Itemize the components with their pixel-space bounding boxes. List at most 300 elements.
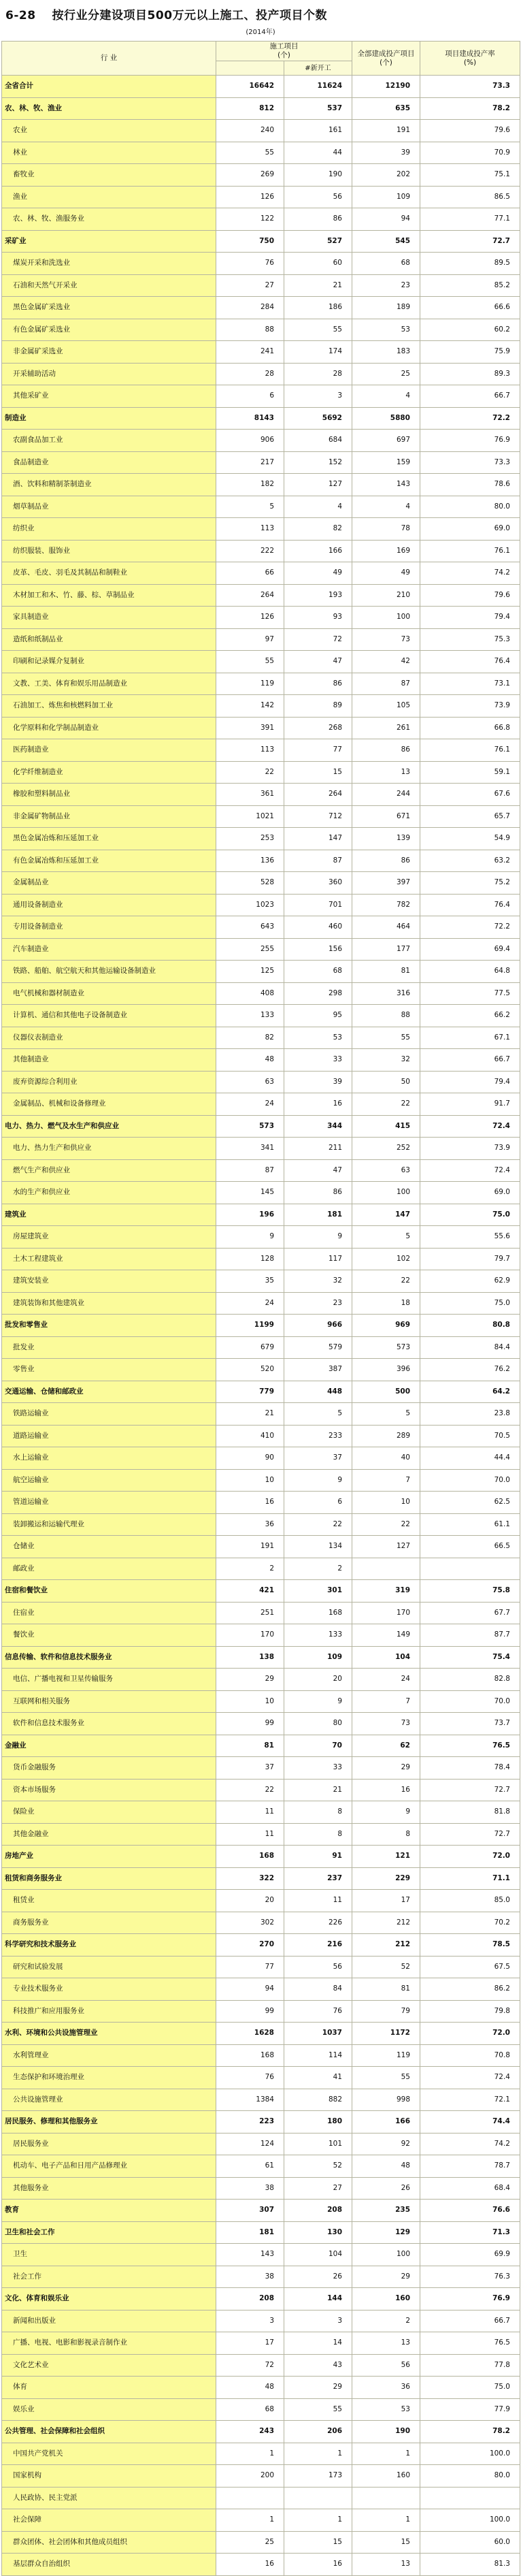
new-start-count-cell: 56: [284, 1956, 352, 1978]
industry-name-cell: 建筑安装业: [2, 1270, 216, 1293]
industry-name-cell: 批发业: [2, 1336, 216, 1359]
completed-count-cell: 26: [352, 2177, 420, 2200]
table-row: [2, 1978, 520, 2001]
completion-rate-cell: 69.0: [420, 1182, 520, 1204]
completed-count-cell: 190: [352, 2421, 420, 2443]
construction-count-cell: 36: [216, 1513, 284, 1536]
industry-name-cell: 科技推广和应用服务业: [2, 2000, 216, 2023]
header-completed: 全部建成投产项目 (个): [352, 42, 420, 76]
construction-count-cell: 97: [216, 628, 284, 651]
industry-name-cell: 其他制造业: [2, 1049, 216, 1072]
completion-rate-cell: 75.0: [420, 2377, 520, 2399]
new-start-count-cell: 882: [284, 2089, 352, 2111]
completion-rate-cell: 72.4: [420, 2067, 520, 2089]
construction-count-cell: 133: [216, 1005, 284, 1027]
completed-count-cell: 63: [352, 1159, 420, 1182]
completion-rate-cell: 64.8: [420, 961, 520, 983]
completion-rate-cell: 72.0: [420, 1846, 520, 1868]
completed-count-cell: 210: [352, 584, 420, 607]
table-row: [2, 253, 520, 275]
table-row: [2, 1846, 520, 1868]
industry-name-cell: 公共管理、社会保障和社会组织: [2, 2421, 216, 2443]
industry-name-cell: 文化、体育和娱乐业: [2, 2288, 216, 2311]
new-start-count-cell: 206: [284, 2421, 352, 2443]
industry-name-cell: 电气机械和器材制造业: [2, 982, 216, 1005]
completion-rate-cell: 84.4: [420, 1336, 520, 1359]
industry-name-cell: 电力、热力生产和供应业: [2, 1138, 216, 1160]
completion-rate-cell: 72.7: [420, 1823, 520, 1846]
construction-count-cell: 1199: [216, 1315, 284, 1337]
table-row: [2, 1469, 520, 1492]
industry-name-cell: 化学纤维制造业: [2, 761, 216, 784]
completion-rate-cell: 77.1: [420, 208, 520, 231]
industry-name-cell: 纺织业: [2, 518, 216, 541]
construction-count-cell: 48: [216, 2377, 284, 2399]
new-start-count-cell: 33: [284, 1757, 352, 1780]
completion-rate-cell: 72.2: [420, 916, 520, 939]
completion-rate-cell: 60.0: [420, 2531, 520, 2554]
industry-name-cell: 石油和天然气开采业: [2, 274, 216, 297]
industry-name-cell: 娱乐业: [2, 2398, 216, 2421]
industry-name-cell: 林业: [2, 142, 216, 164]
completion-rate-cell: 73.7: [420, 1713, 520, 1735]
completion-rate-cell: 78.7: [420, 2155, 520, 2178]
table-row: [2, 1315, 520, 1337]
data-table: [1, 41, 520, 2576]
table-row: [2, 673, 520, 695]
completion-rate-cell: 73.3: [420, 451, 520, 474]
completion-rate-cell: 78.6: [420, 474, 520, 496]
new-start-count-cell: 21: [284, 1779, 352, 1801]
new-start-count-cell: 8: [284, 1823, 352, 1846]
table-row: [2, 1270, 520, 1293]
table-row: [2, 2044, 520, 2067]
table-row: [2, 1646, 520, 1669]
industry-name-cell: 农业: [2, 120, 216, 142]
construction-count-cell: 302: [216, 1912, 284, 1934]
new-start-count-cell: 87: [284, 850, 352, 872]
header-construction-total: [216, 61, 284, 76]
construction-count-cell: 906: [216, 430, 284, 452]
table-row: [2, 2155, 520, 2178]
completed-count-cell: 4: [352, 496, 420, 518]
new-start-count-cell: 127: [284, 474, 352, 496]
new-start-count-cell: 52: [284, 2155, 352, 2178]
table-row: [2, 2089, 520, 2111]
construction-count-cell: 24: [216, 1093, 284, 1116]
industry-name-cell: 食品制造业: [2, 451, 216, 474]
completed-count-cell: 159: [352, 451, 420, 474]
construction-count-cell: 779: [216, 1381, 284, 1403]
new-start-count-cell: 134: [284, 1536, 352, 1558]
completed-count-cell: 22: [352, 1093, 420, 1116]
completion-rate-cell: 85.2: [420, 274, 520, 297]
completed-count-cell: 2: [352, 2310, 420, 2332]
construction-count-cell: 200: [216, 2465, 284, 2488]
completion-rate-cell: 75.4: [420, 1646, 520, 1669]
table-row: [2, 894, 520, 916]
new-start-count-cell: 684: [284, 430, 352, 452]
table-row: [2, 1713, 520, 1735]
new-start-count-cell: 26: [284, 2266, 352, 2288]
construction-count-cell: 136: [216, 850, 284, 872]
table-body: [2, 76, 520, 2576]
industry-name-cell: 黑色金属冶炼和压延加工业: [2, 828, 216, 850]
completion-rate-cell: 75.0: [420, 1204, 520, 1226]
completed-count-cell: 169: [352, 540, 420, 562]
table-row: [2, 1580, 520, 1603]
industry-name-cell: 其他金融业: [2, 1823, 216, 1846]
new-start-count-cell: 174: [284, 341, 352, 364]
completed-count-cell: 55: [352, 1027, 420, 1049]
construction-count-cell: 88: [216, 319, 284, 341]
completed-count-cell: 261: [352, 717, 420, 739]
construction-count-cell: 251: [216, 1602, 284, 1624]
industry-name-cell: 废弃资源综合利用业: [2, 1071, 216, 1093]
completed-count-cell: 23: [352, 274, 420, 297]
completed-count-cell: 5: [352, 1226, 420, 1249]
completion-rate-cell: 76.2: [420, 1359, 520, 1381]
completion-rate-cell: 78.5: [420, 1934, 520, 1957]
construction-count-cell: 68: [216, 2398, 284, 2421]
new-start-count-cell: 1037: [284, 2023, 352, 2045]
completed-count-cell: 635: [352, 97, 420, 120]
completion-rate-cell: 68.4: [420, 2177, 520, 2200]
new-start-count-cell: 211: [284, 1138, 352, 1160]
table-row: [2, 1403, 520, 1426]
construction-count-cell: 6: [216, 385, 284, 408]
table-row: [2, 496, 520, 518]
completed-count-cell: 39: [352, 142, 420, 164]
new-start-count-cell: 527: [284, 230, 352, 253]
new-start-count-cell: 181: [284, 1204, 352, 1226]
completed-count-cell: 86: [352, 850, 420, 872]
completed-count-cell: 49: [352, 562, 420, 585]
industry-name-cell: 信息传输、软件和信息技术服务业: [2, 1646, 216, 1669]
new-start-count-cell: 161: [284, 120, 352, 142]
new-start-count-cell: 44: [284, 142, 352, 164]
industry-name-cell: 汽车制造业: [2, 938, 216, 961]
new-start-count-cell: 4: [284, 496, 352, 518]
new-start-count-cell: 91: [284, 1846, 352, 1868]
table-row: [2, 1956, 520, 1978]
completed-count-cell: 235: [352, 2200, 420, 2222]
completed-count-cell: 573: [352, 1336, 420, 1359]
industry-name-cell: 卫生和社会工作: [2, 2221, 216, 2244]
table-row: [2, 2221, 520, 2244]
new-start-count-cell: 233: [284, 1425, 352, 1447]
industry-name-cell: 保险业: [2, 1801, 216, 1824]
new-start-count-cell: 168: [284, 1602, 352, 1624]
table-row: [2, 2288, 520, 2311]
completion-rate-cell: 73.9: [420, 1138, 520, 1160]
completed-count-cell: 121: [352, 1846, 420, 1868]
construction-count-cell: 20: [216, 1890, 284, 1912]
completed-count-cell: 191: [352, 120, 420, 142]
table-row: [2, 2421, 520, 2443]
completion-rate-cell: 79.4: [420, 1071, 520, 1093]
table-row: [2, 1536, 520, 1558]
construction-count-cell: 29: [216, 1669, 284, 1691]
new-start-count-cell: 23: [284, 1292, 352, 1315]
completion-rate-cell: 66.8: [420, 717, 520, 739]
industry-name-cell: 开采辅助活动: [2, 363, 216, 385]
completed-count-cell: 13: [352, 2332, 420, 2355]
completed-count-cell: 50: [352, 1071, 420, 1093]
table-row: [2, 186, 520, 208]
new-start-count-cell: 344: [284, 1115, 352, 1138]
table-row: [2, 474, 520, 496]
construction-count-cell: 122: [216, 208, 284, 231]
industry-name-cell: 新闻和出版业: [2, 2310, 216, 2332]
construction-count-cell: 240: [216, 120, 284, 142]
completed-count-cell: 56: [352, 2354, 420, 2377]
industry-name-cell: 农、林、牧、渔服务业: [2, 208, 216, 231]
completion-rate-cell: 78.2: [420, 2421, 520, 2443]
industry-name-cell: 其他采矿业: [2, 385, 216, 408]
table-row: [2, 695, 520, 718]
completion-rate-cell: 81.3: [420, 2554, 520, 2576]
table-row: [2, 850, 520, 872]
industry-name-cell: 住宿业: [2, 1602, 216, 1624]
construction-count-cell: 22: [216, 761, 284, 784]
new-start-count-cell: 5692: [284, 407, 352, 430]
completion-rate-cell: 80.8: [420, 1315, 520, 1337]
new-start-count-cell: 208: [284, 2200, 352, 2222]
new-start-count-cell: 180: [284, 2111, 352, 2134]
table-row: [2, 518, 520, 541]
industry-name-cell: 制造业: [2, 407, 216, 430]
construction-count-cell: 223: [216, 2111, 284, 2134]
completion-rate-cell: 73.9: [420, 695, 520, 718]
completed-count-cell: 40: [352, 1447, 420, 1470]
completion-rate-cell: 69.0: [420, 518, 520, 541]
construction-count-cell: 94: [216, 1978, 284, 2001]
completed-count-cell: 166: [352, 2111, 420, 2134]
construction-count-cell: 55: [216, 142, 284, 164]
industry-name-cell: 居民服务、修理和其他服务业: [2, 2111, 216, 2134]
industry-name-cell: 中国共产党机关: [2, 2443, 216, 2465]
construction-count-cell: 126: [216, 186, 284, 208]
new-start-count-cell: 86: [284, 673, 352, 695]
table-row: [2, 1912, 520, 1934]
completed-count-cell: 86: [352, 739, 420, 762]
construction-count-cell: 17: [216, 2332, 284, 2355]
completed-count-cell: 183: [352, 341, 420, 364]
completion-rate-cell: 76.1: [420, 739, 520, 762]
new-start-count-cell: 15: [284, 761, 352, 784]
completion-rate-cell: 72.7: [420, 1779, 520, 1801]
new-start-count-cell: 20: [284, 1669, 352, 1691]
completed-count-cell: 7: [352, 1690, 420, 1713]
new-start-count-cell: 43: [284, 2354, 352, 2377]
completed-count-cell: 94: [352, 208, 420, 231]
industry-name-cell: 铁路、船舶、航空航天和其他运输设备制造业: [2, 961, 216, 983]
industry-name-cell: 卫生: [2, 2244, 216, 2266]
construction-count-cell: 16: [216, 2554, 284, 2576]
table-row: [2, 784, 520, 806]
completed-count-cell: 42: [352, 651, 420, 673]
table-row: [2, 2398, 520, 2421]
completion-rate-cell: 72.0: [420, 2023, 520, 2045]
new-start-count-cell: 39: [284, 1071, 352, 1093]
header-rate: 项目建成投产率 (%): [420, 42, 520, 76]
completed-count-cell: 396: [352, 1359, 420, 1381]
construction-count-cell: 113: [216, 518, 284, 541]
industry-name-cell: 水利、环境和公共设施管理业: [2, 2023, 216, 2045]
construction-count-cell: 35: [216, 1270, 284, 1293]
new-start-count-cell: 448: [284, 1381, 352, 1403]
table-row: [2, 828, 520, 850]
construction-count-cell: 11: [216, 1823, 284, 1846]
completed-count-cell: 143: [352, 474, 420, 496]
completed-count-cell: 29: [352, 1757, 420, 1780]
construction-count-cell: 82: [216, 1027, 284, 1049]
industry-name-cell: 烟草制品业: [2, 496, 216, 518]
industry-name-cell: 水利管理业: [2, 2044, 216, 2067]
completion-rate-cell: 66.7: [420, 385, 520, 408]
table-row: [2, 1027, 520, 1049]
completion-rate-cell: 59.1: [420, 761, 520, 784]
new-start-count-cell: 104: [284, 2244, 352, 2266]
completion-rate-cell: 72.4: [420, 1115, 520, 1138]
industry-name-cell: 商务服务业: [2, 1912, 216, 1934]
completion-rate-cell: 70.8: [420, 2044, 520, 2067]
completion-rate-cell: 72.1: [420, 2089, 520, 2111]
completion-rate-cell: 70.2: [420, 1912, 520, 1934]
industry-name-cell: 体育: [2, 2377, 216, 2399]
table-row: [2, 1757, 520, 1780]
construction-count-cell: 253: [216, 828, 284, 850]
table-row: [2, 2443, 520, 2465]
table-number: 6-28: [5, 9, 36, 22]
construction-count-cell: 812: [216, 97, 284, 120]
completed-count-cell: 697: [352, 430, 420, 452]
new-start-count-cell: 6: [284, 1492, 352, 1514]
industry-name-cell: 采矿业: [2, 230, 216, 253]
completion-rate-cell: 77.8: [420, 2354, 520, 2377]
table-row: [2, 1447, 520, 1470]
new-start-count-cell: 3: [284, 2310, 352, 2332]
industry-name-cell: 专用设备制造业: [2, 916, 216, 939]
construction-count-cell: 37: [216, 1757, 284, 1780]
new-start-count-cell: 77: [284, 739, 352, 762]
industry-name-cell: 租赁业: [2, 1890, 216, 1912]
table-row: [2, 2531, 520, 2554]
table-row: [2, 961, 520, 983]
construction-count-cell: 182: [216, 474, 284, 496]
new-start-count-cell: 21: [284, 274, 352, 297]
completion-rate-cell: 67.5: [420, 1956, 520, 1978]
industry-name-cell: 石油加工、炼焦和核燃料加工业: [2, 695, 216, 718]
new-start-count-cell: 28: [284, 363, 352, 385]
table-row: [2, 982, 520, 1005]
industry-name-cell: 社会工作: [2, 2266, 216, 2288]
completed-count-cell: 62: [352, 1735, 420, 1757]
industry-name-cell: 电力、热力、燃气及水生产和供应业: [2, 1115, 216, 1138]
table-row: [2, 1138, 520, 1160]
table-header: [2, 42, 520, 76]
industry-name-cell: 医药制造业: [2, 739, 216, 762]
new-start-count-cell: 1: [284, 2443, 352, 2465]
completed-count-cell: 13: [352, 2554, 420, 2576]
completed-count-cell: 397: [352, 872, 420, 895]
new-start-count-cell: 216: [284, 1934, 352, 1957]
table-row: [2, 2509, 520, 2532]
completion-rate-cell: 76.4: [420, 894, 520, 916]
construction-count-cell: 222: [216, 540, 284, 562]
completed-count-cell: 73: [352, 1713, 420, 1735]
construction-count-cell: 16642: [216, 76, 284, 98]
completed-count-cell: 415: [352, 1115, 420, 1138]
construction-count-cell: 16: [216, 1492, 284, 1514]
completion-rate-cell: [420, 1558, 520, 1580]
industry-name-cell: 管道运输业: [2, 1492, 216, 1514]
completion-rate-cell: 75.2: [420, 872, 520, 895]
construction-count-cell: 72: [216, 2354, 284, 2377]
completed-count-cell: 29: [352, 2266, 420, 2288]
new-start-count-cell: 68: [284, 961, 352, 983]
completion-rate-cell: 86.5: [420, 186, 520, 208]
completion-rate-cell: 75.0: [420, 1292, 520, 1315]
industry-name-cell: 造纸和纸制品业: [2, 628, 216, 651]
new-start-count-cell: 966: [284, 1315, 352, 1337]
industry-name-cell: 零售业: [2, 1359, 216, 1381]
table-row: [2, 1336, 520, 1359]
construction-count-cell: 5: [216, 496, 284, 518]
completion-rate-cell: 76.5: [420, 2332, 520, 2355]
new-start-count-cell: 387: [284, 1359, 352, 1381]
completed-count-cell: 212: [352, 1934, 420, 1957]
construction-count-cell: 243: [216, 2421, 284, 2443]
new-start-count-cell: 56: [284, 186, 352, 208]
industry-name-cell: 航空运输业: [2, 1469, 216, 1492]
industry-name-cell: 交通运输、仓储和邮政业: [2, 1381, 216, 1403]
table-row: [2, 1669, 520, 1691]
completion-rate-cell: 100.0: [420, 2443, 520, 2465]
table-row: [2, 607, 520, 629]
construction-count-cell: 119: [216, 673, 284, 695]
new-start-count-cell: 712: [284, 805, 352, 828]
completed-count-cell: 1: [352, 2443, 420, 2465]
industry-name-cell: 研究和试验发展: [2, 1956, 216, 1978]
completed-count-cell: 105: [352, 695, 420, 718]
table-row: [2, 2266, 520, 2288]
completed-count-cell: 160: [352, 2288, 420, 2311]
table-row: [2, 2111, 520, 2134]
completed-count-cell: 189: [352, 297, 420, 319]
construction-count-cell: 138: [216, 1646, 284, 1669]
completion-rate-cell: 85.0: [420, 1890, 520, 1912]
construction-count-cell: 269: [216, 164, 284, 187]
new-start-count-cell: 2: [284, 1558, 352, 1580]
new-start-count-cell: 101: [284, 2133, 352, 2155]
construction-count-cell: 25: [216, 2531, 284, 2554]
industry-name-cell: 房地产业: [2, 1846, 216, 1868]
industry-name-cell: 生态保护和环境治理业: [2, 2067, 216, 2089]
completion-rate-cell: 70.5: [420, 1425, 520, 1447]
construction-count-cell: 284: [216, 297, 284, 319]
completion-rate-cell: 62.5: [420, 1492, 520, 1514]
new-start-count-cell: 29: [284, 2377, 352, 2399]
table-row: [2, 1005, 520, 1027]
completion-rate-cell: 77.5: [420, 982, 520, 1005]
completion-rate-cell: 65.7: [420, 805, 520, 828]
table-row: [2, 2200, 520, 2222]
completion-rate-cell: 75.3: [420, 628, 520, 651]
completion-rate-cell: 76.9: [420, 2288, 520, 2311]
completed-count-cell: 48: [352, 2155, 420, 2178]
